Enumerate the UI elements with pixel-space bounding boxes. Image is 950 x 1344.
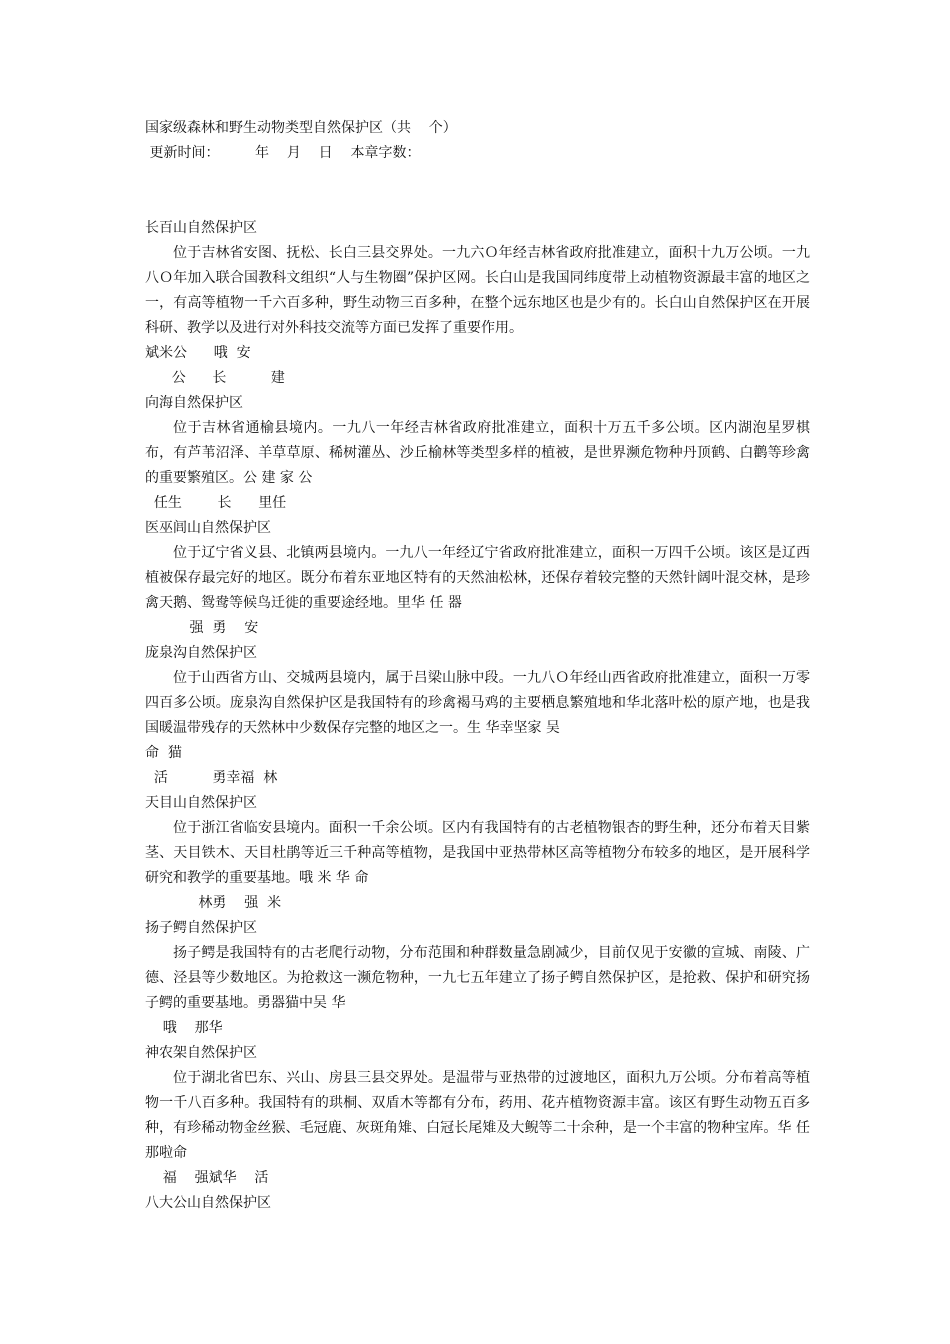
section-body: 位于吉林省通榆县境内。一九八一年经吉林省政府批准建立，面积十万五千多公顷。区内湖泡星罗棋布，有芦苇沼泽、羊草草原、稀树灌丛、沙丘榆林等类型多样的植被，是世界濒危物种丹顶鹤、白鹳等珍禽的重要繁殖区。公 建 家 公 <box>145 420 810 486</box>
section-trailing-text: 命 猫 <box>145 745 182 761</box>
update-meta: 更新时间： 年 月 日 本章字数： <box>145 145 421 161</box>
section-trailing-text: 强 勇 安 <box>145 620 259 636</box>
section-heading: 向海自然保护区 <box>145 395 243 411</box>
section-heading: 天目山自然保护区 <box>145 795 257 811</box>
section-trailing-text: 哦 那华 <box>145 1020 223 1036</box>
section-trailing-text: 任生 长 里任 <box>145 495 287 511</box>
section-changbaishan <box>145 216 810 391</box>
section-body: 位于吉林省安图、抚松、长白三县交界处。一九六Ｏ年经吉林省政府批准建立，面积十九万公顷。一九八Ｏ年加入联合国教科文组织“人与生物圈”保护区网。长白山是我国同纬度带上动植物资源最丰富的地区之一，有高等植物一千六百多种，野生动物三百多种，在整个远东地区也是少有的。长白山自然保护区在开展科研、教学以及进行对外科技交流等方面已发挥了重要作用。 <box>145 245 810 336</box>
section-body: 位于湖北省巴东、兴山、房县三县交界处。是温带与亚热带的过渡地区，面积九万公顷。分布着高等植物一千八百多种。我国特有的珙桐、双盾木等都有分布，药用、花卉植物资源丰富。该区有野生动物五百多种，有珍稀动物金丝猴、毛冠鹿、灰斑角雉、白冠长尾雉及大鲵等二十余种，是一个丰富的物种宝库。华 任 那啦命 <box>145 1070 810 1161</box>
section-yangtze-alligator <box>145 916 810 1041</box>
spacer <box>145 166 810 216</box>
section-heading: 庞泉沟自然保护区 <box>145 645 257 661</box>
section-body: 位于辽宁省义县、北镇两县境内。一九八一年经辽宁省政府批准建立，面积一万四千公顷。该区是辽西植被保存最完好的地区。既分布着东亚地区特有的天然油松林，还保存着较完整的天然针阔叶混交林，是珍禽天鹅、鸳鸯等候鸟迁徙的重要途经地。里华 任 器 <box>145 545 810 611</box>
section-body: 位于山西省方山、交城两县境内，属于吕梁山脉中段。一九八Ｏ年经山西省政府批准建立，面积一万零四百多公顷。庞泉沟自然保护区是我国特有的珍禽褐马鸡的主要栖息繁殖地和华北落叶松的原产地，也是我国暖温带残存的天然林中少数保存完整的地区之一。生 华幸坚家 吴 <box>145 670 810 736</box>
section-yiwulushan <box>145 516 810 641</box>
document-title: 国家级森林和野生动物类型自然保护区（共 个） <box>145 120 457 136</box>
document-page <box>145 116 810 1216</box>
section-trailing-text: 林勇 强 米 <box>145 895 282 911</box>
section-trailing-text: 斌米公 哦 安 <box>145 345 251 361</box>
section-body: 位于浙江省临安县境内。面积一千余公顷。区内有我国特有的古老植物银杏的野生种，还分布着天目紫茎、天目铁木、天目杜鹃等近三千种高等植物，是我国中亚热带林区高等植物分布较多的地区，是开展科学研究和教学的重要基地。哦 米 华 命 <box>145 820 810 886</box>
section-heading: 八大公山自然保护区 <box>145 1195 271 1211</box>
section-badagongshan <box>145 1191 810 1216</box>
section-trailing-text: 公 长 建 <box>145 370 285 386</box>
section-pangquangou <box>145 641 810 791</box>
section-heading: 神农架自然保护区 <box>145 1045 257 1061</box>
section-trailing-text: 福 强斌华 活 <box>145 1170 269 1186</box>
section-xianghai <box>145 391 810 516</box>
section-heading: 长百山自然保护区 <box>145 220 257 236</box>
section-shennongjia <box>145 1041 810 1191</box>
section-tianmushan <box>145 791 810 916</box>
section-body: 扬子鳄是我国特有的古老爬行动物，分布范围和种群数量急剧减少，目前仅见于安徽的宣城、南陵、广德、泾县等少数地区。为抢救这一濒危物种，一九七五年建立了扬子鳄自然保护区，是抢救、保护和研究扬子鳄的重要基地。勇器猫中吴 华 <box>145 945 810 1011</box>
section-heading: 扬子鳄自然保护区 <box>145 920 257 936</box>
section-heading: 医巫闾山自然保护区 <box>145 520 271 536</box>
section-trailing-text: 活 勇幸福 林 <box>145 770 278 786</box>
